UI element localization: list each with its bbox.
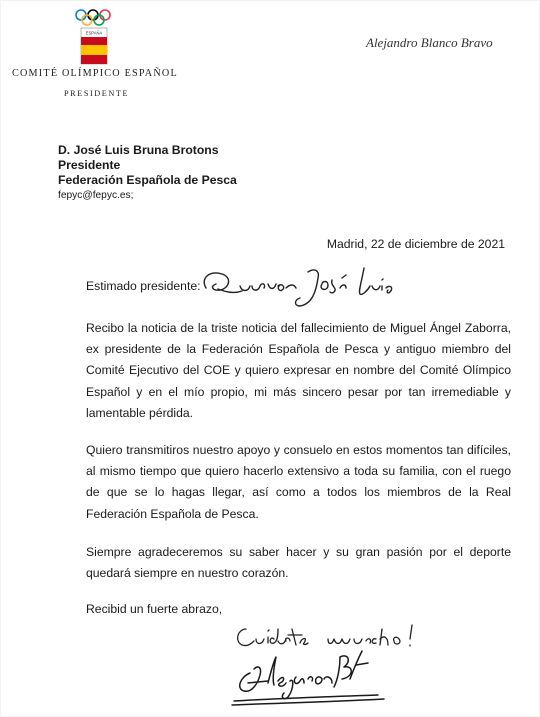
paragraph-1: Recibo la noticia de la triste noticia del fallecimiento de Miguel Ángel Zaborra, ex presidente de la Federación Española de Pesca y antiguo miembro del Comité Ejecutivo del COE y quiero expresar en nombre del Comité Olímpico Español y en el mío propio, mi más sincero pesar por tan irremediable y lamentable pérdida. bbox=[86, 321, 511, 420]
sender-name: Alejandro Blanco Bravo bbox=[366, 35, 493, 50]
handwritten-salutation bbox=[196, 258, 406, 308]
salutation: Estimado presidente: bbox=[86, 279, 201, 293]
organization-role: PRESIDENTE bbox=[64, 89, 130, 98]
coe-logo bbox=[72, 8, 116, 66]
recipient-title: Presidente bbox=[58, 158, 121, 172]
olympic-rings-icon bbox=[76, 10, 110, 25]
recipient-email: fepyc@fepyc.es; bbox=[58, 190, 134, 201]
recipient-organization: Federación Española de Pesca bbox=[58, 173, 237, 187]
logo-flag-text: ESPAÑA bbox=[85, 30, 103, 36]
paragraph-2: Quiero transmitiros nuestro apoyo y consuelo en estos momentos tan difíciles, al mismo tiempo que quiero hacerlo extensivo a toda su familia, con el ruego de que se lo hagas llegar, así como a todos los miembros de la Real Federación Española de Pesca. bbox=[86, 443, 511, 521]
recipient-block bbox=[58, 143, 237, 203]
organization-name: COMITÉ OLÍMPICO ESPAÑOL bbox=[12, 68, 178, 79]
recipient-name: D. José Luis Bruna Brotons bbox=[58, 143, 219, 157]
closing: Recibid un fuerte abrazo, bbox=[86, 602, 223, 616]
paragraph-3: Siempre agradeceremos su saber hacer y su gran pasión por el deporte quedará siempre en nuestro corazón. bbox=[86, 545, 511, 581]
letter-date: Madrid, 22 de diciembre de 2021 bbox=[326, 237, 505, 251]
spain-flag-shield-icon bbox=[81, 28, 107, 64]
signature bbox=[228, 643, 388, 709]
